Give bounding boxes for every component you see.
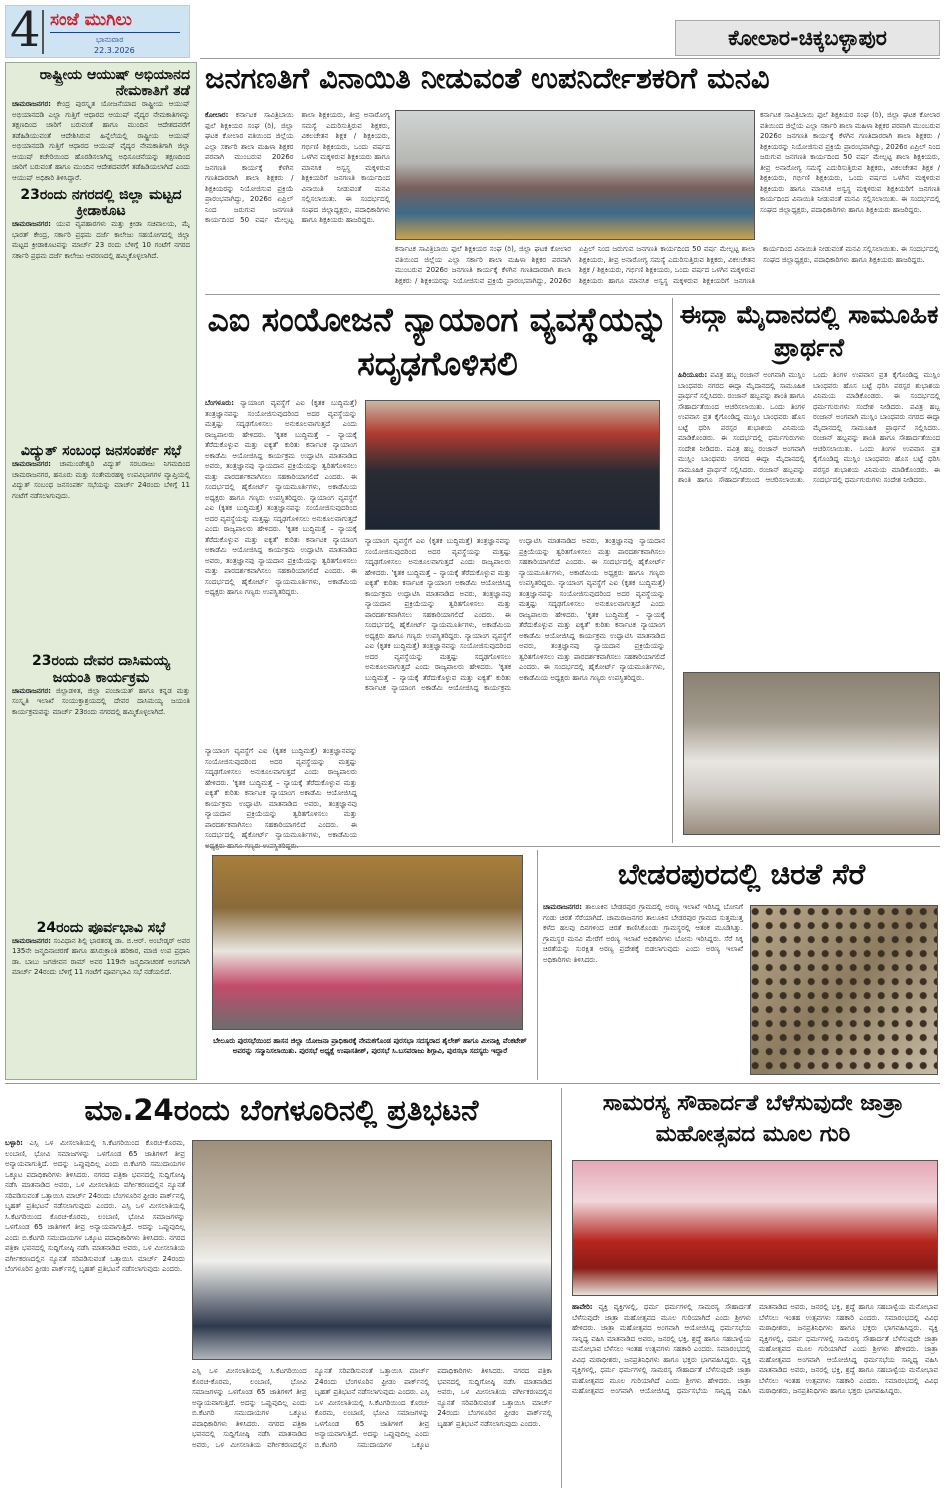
story-body bbox=[5, 1138, 185, 1486]
photo-prayer-crowd bbox=[683, 672, 940, 835]
headline: ರಾಷ್ಟ್ರೀಯ ಆಯುಷ್ ಅಭಿಯಾನದ ನೇಮಕಾತಿಗೆ ತಡೆ bbox=[39, 67, 190, 100]
story-body-columns bbox=[192, 1366, 552, 1486]
story-body bbox=[12, 936, 190, 978]
story-body bbox=[205, 110, 390, 290]
body-text: ಚಾಮುಂಡೇಶ್ವರಿ ವಿದ್ಯುತ್ ಸರಬರಾಜು ನಿಗಮದಿಂದ ಚಾಮರಾಜನಗರ, ಹನೂರು ಮತ್ತು ಸಂತೇಮರಹಳ್ಳಿ ಉಪವಿಭಾಗಗಳ ವ್ಯಾಪ್ತಿಯಲ್ಲಿ ವಿದ್ಯುತ್ ಸಂಬಂಧ ಜನಸಂಪರ್ಕ ಸಭೆಯನ್ನು ಮಾರ್ಚ್ 24ರಂದು ಬೆಳಿಗ್ಗೆ 11 ಗಂಟೆಗೆ ನಡೆಸಲಾಗುವುದು. bbox=[12, 460, 190, 500]
headline: ಸಾಮರಸ್ಯ ಸೌಹಾರ್ದತೆ ಬೆಳೆಸುವುದೇ ಜಾತ್ರಾ ಮಹೋತ್ಸವದ ಮೂಲ ಗುರಿ bbox=[602, 1091, 904, 1147]
dateline: ಬಳ್ಳಾರಿ: bbox=[5, 1139, 23, 1147]
sidebar-story bbox=[12, 443, 190, 649]
sidebar bbox=[5, 62, 197, 1080]
section-label bbox=[675, 20, 940, 56]
story-body bbox=[12, 459, 190, 649]
body-text: ನ್ಯಾಯಾಂಗ ವ್ಯವಸ್ಥೆಗೆ ಎಐ (ಕೃತಕ ಬುದ್ಧಿಮತ್ತೆ) ತಂತ್ರಜ್ಞಾನವನ್ನು ಸಂಯೋಜಿಸುವುದರಿಂದ ಅದರ ವ್ಯವಸ್ಥೆಯನ್ನು ಮತ್ತಷ್ಟು ಸದೃಢಗೊಳಿಸಲು ಅನುಕೂಲವಾಗುತ್ತದೆ ಎಂದು ರಾಜ್ಯಪಾಲರು ಹೇಳಿದರು. 'ಕೃತಕ ಬುದ್ಧಿಮತ್ತೆ – ನ್ಯಾಯಕ್ಕೆ ತೆರೆದುಕೊಳ್ಳುವ ಮತ್ತು ಐಕ್ಯತೆ' ಕುರಿತು ಕರ್ನಾಟಕ ನ್ಯಾಯಾಂಗ ಅಕಾಡೆಮಿ ಆಯೋಜಿಸಿದ್ದ ಕಾರ್ಯಕ್ರಮ ಉದ್ಘಾಟಿಸಿ ಮಾತನಾಡಿದ ಅವರು, ತಂತ್ರಜ್ಞಾನವು ನ್ಯಾಯದಾನ ಪ್ರಕ್ರಿಯೆಯನ್ನು ತ್ವರಿತಗೊಳಿಸಲು ಮತ್ತು ಪಾರದರ್ಶಕವಾಗಿಸಲು ಸಹಕಾರಿಯಾಗಲಿದೆ ಎಂದರು. ಈ ಸಂದರ್ಭದಲ್ಲಿ ಹೈಕೋರ್ಟ್ ನ್ಯಾಯಮೂರ್ತಿಗಳು, ಅಕಾಡೆಮಿಯ ಅಧ್ಯಕ್ಷರು ಹಾಗೂ ಗಣ್ಯರು ಉಪಸ್ಥಿತರಿದ್ದರು. bbox=[365, 537, 665, 692]
story-body bbox=[12, 219, 190, 439]
dateline: ಚಾಮರಾಜನಗರ: bbox=[12, 220, 51, 229]
story-body bbox=[205, 398, 357, 743]
body-text: ಸಂವಿಧಾನ ಶಿಲ್ಪಿ ಭಾರತರತ್ನ ಡಾ. ಬಿ.ಆರ್. ಅಂಬೇಡ್ಕರ್ ಅವರ 135ನೇ ಜನ್ಮದಿನಾಚರಣೆ ಹಾಗೂ ಹಸಿರುಕ್ರಾಂತಿ ಹರಿಕಾರ, ಮಾಜಿ ಉಪ ಪ್ರಧಾನಿ ಡಾ. ಬಾಬು ಜಗಜೀವನ ರಾಮ್ ಅವರ 119ನೇ ಜನ್ಮದಿನಾಚರಣೆ ಅಂಗವಾಗಿ ಮಾರ್ಚ್ 24ರಂದು ಬೆಳಿಗ್ಗೆ 11 ಗಂಟೆಗೆ ಪೂರ್ವಭಾವಿ ಸಭೆ ನಡೆಯಲಿದೆ. bbox=[12, 936, 190, 977]
dateline: ಚಾಮರಾಜನಗರ: bbox=[543, 903, 582, 911]
photo-press-meet bbox=[192, 1140, 552, 1360]
story-body bbox=[678, 370, 940, 670]
body-text: ವ್ಯಕ್ತಿ ವ್ಯಕ್ತಿಗಳಲ್ಲಿ, ಧರ್ಮ ಧರ್ಮಗಳಲ್ಲಿ ಸಾಮರಸ್ಯ ಸೌಹಾರ್ದತೆ ಬೆಳೆಸುವುದೇ ಜಾತ್ರಾ ಮಹೋತ್ಸವದ ಮೂಲ ಗುರಿಯಾಗಿದೆ ಎಂದು ಶ್ರೀಗಳು ಹೇಳಿದರು. ಜಾತ್ರಾ ಮಹೋತ್ಸವದ ಅಂಗವಾಗಿ ಆಯೋಜಿಸಿದ್ದ ಧರ್ಮಸಭೆಯ ಸಾನ್ನಿಧ್ಯ ವಹಿಸಿ ಮಾತನಾಡಿದ ಅವರು, ಜನರಲ್ಲಿ ಭಕ್ತಿ, ಶ್ರದ್ಧೆ ಹಾಗೂ ಸಹಬಾಳ್ವೆಯ ಮನೋಭಾವ ಬೆಳೆಸಲು ಇಂತಹ ಉತ್ಸವಗಳು ಸಹಕಾರಿ ಎಂದರು. ಸಮಾರಂಭದಲ್ಲಿ ವಿವಿಧ ಮಠಾಧೀಶರು, ಜನಪ್ರತಿನಿಧಿಗಳು ಹಾಗೂ ಭಕ್ತರು ಭಾಗವಹಿಸಿದ್ದರು. bbox=[759, 1324, 938, 1395]
body-text: ಪವಿತ್ರ ಹಬ್ಬ ರಂಜಾನ್ ಅಂಗವಾಗಿ ಮುಸ್ಲಿಂ ಬಾಂಧವರು ನಗರದ ಈದ್ಗಾ ಮೈದಾನದಲ್ಲಿ ಸಾಮೂಹಿಕ ಪ್ರಾರ್ಥನೆ ಸಲ್ಲಿಸಿದರು. ರಂಜಾನ್ ಹಬ್ಬವನ್ನು ಶಾಂತಿ ಹಾಗೂ ಸೌಹಾರ್ದತೆಯಿಂದ ಆಚರಿಸಲಾಯಿತು. ಒಂದು ತಿಂಗಳ ಉಪವಾಸ ವ್ರತ ಕೈಗೊಂಡಿದ್ದ ಮುಸ್ಲಿಂ ಬಾಂಧವರು ಹೊಸ ಬಟ್ಟೆ ಧರಿಸಿ ಪರಸ್ಪರ ಶುಭಾಶಯ ವಿನಿಮಯ ಮಾಡಿಕೊಂಡರು. ಈ ಸಂದರ್ಭದಲ್ಲಿ ಧರ್ಮಗುರುಗಳು ಸಂದೇಶ ನೀಡಿದರು. bbox=[678, 371, 940, 484]
body-text: ಎಸ್ಸಿ ಒಳ ಮೀಸಲಾತಿಯಲ್ಲಿ ಸಿ.ಕೆಟಗರಿಯಿಂದ ಕೊರಚ-ಕೊರಮ, ಲಂಬಾಣಿ, ಭೋವಿ ಸಮಾಜಗಳನ್ನು ಒಳಗೊಂಡ 65 ಜಾತಿಗಳಿಗೆ ತೀವ್ರ ಅನ್ಯಾಯವಾಗುತ್ತಿದೆ. ಅದನ್ನು ಒಪ್ಪುವುದಿಲ್ಲ ಎಂದು ಬಿ.ಕೆಟಗರಿ ಸಮುದಾಯಗಳ ಒಕ್ಕೂಟ ಪದಾಧಿಕಾರಿಗಳು ತಿಳಿಸಿದರು. ನಗರದ ಪತ್ರಿಕಾ ಭವನದಲ್ಲಿ ಸುದ್ದಿಗೋಷ್ಠಿ ನಡೆಸಿ ಮಾತನಾಡಿದ ಅವರು, ಒಳ ಮೀಸಲಾತಿಯ ವರ್ಗೀಕರಣದಲ್ಲಿನ ನ್ಯೂನತೆ ಸರಿಪಡಿಸುವಂತೆ ಒತ್ತಾಯಿಸಿ ಮಾರ್ಚ್ 24ರಂದು ಬೆಂಗಳೂರಿನ ಫ್ರೀಡಂ ಪಾರ್ಕ್‌ನಲ್ಲಿ ಬೃಹತ್ ಪ್ರತಿಭಟನೆ ನಡೆಸಲಾಗುವುದು ಎಂದರು. bbox=[5, 1202, 185, 1273]
photo-felicitation bbox=[212, 855, 523, 1030]
headline: ಎಐ ಸಂಯೋಜನೆ ನ್ಯಾಯಾಂಗ ವ್ಯವಸ್ಥೆಯನ್ನು ಸದೃಢಗೊಳಿಸಲಿ bbox=[207, 300, 668, 383]
body-text: ಕರ್ನಾಟಕ ಸಾವಿತ್ರಿಬಾಯಿ ಫುಲೆ ಶಿಕ್ಷಕಿಯರ ಸಂಘ (ರಿ), ಜಿಲ್ಲಾ ಘಟಕ ಕೋಲಾರ ವತಿಯಿಂದ ಜಿಲ್ಲೆಯ ಎಲ್ಲಾ ಸರ್ಕಾರಿ ಶಾಲಾ ಮಹಿಳಾ ಶಿಕ್ಷಕರ ಪರವಾಗಿ ಮುಂಬರುವ 2026ರ ಜನಗಣತಿ ಕಾರ್ಯಕ್ಕೆ ಕೆಳಗಿನ ಗಣತಿದಾರರಾಗಿ ಶಾಲಾ ಶಿಕ್ಷಕರು / ಶಿಕ್ಷಕಿಯರನ್ನು ನಿಯೋಜಿಸುವ ಪ್ರಕ್ರಿಯೆ ಪ್ರಾರಂಭವಾಗಿದ್ದು, 2026ರ ಏಪ್ರಿಲ್ ನಿಂದ ಜರುಗುವ ಜನಗಣತಿ ಕಾರ್ಯದಿಂದ 50 ವರ್ಷ ಮೇಲ್ಪಟ್ಟ ಶಾಲಾ ಶಿಕ್ಷಕಿಯರು, ತೀವ್ರ ಅನಾರೋಗ್ಯ ಸಮಸ್ಯೆ ಎದುರಿಸುತ್ತಿರುವ ಶಿಕ್ಷಕರು, ವಿಕಲಚೇತನ ಶಿಕ್ಷಕ / ಶಿಕ್ಷಕಿಯರು, ಗರ್ಭಿಣಿ ಶಿಕ್ಷಕಿಯರು, ಒಂದು ವರ್ಷದ ಒಳಗಿನ ಮಕ್ಕಳಿರುವ ಶಿಕ್ಷಕಿಯರು ಹಾಗೂ ಮಾನಸಿಕ ಅಸ್ವಸ್ಥ ಮಕ್ಕಳಿರುವ ಶಿಕ್ಷಕಿಯರಿಗೆ ಜನಗಣತಿ ಕಾರ್ಯದಿಂದ ವಿನಾಯಿತಿ ನೀಡುವಂತೆ ಮನವಿ ಸಲ್ಲಿಸಲಾಯಿತು. ಈ ಸಂದರ್ಭದಲ್ಲಿ ಸಂಘದ ಜಿಲ್ಲಾಧ್ಯಕ್ಷರು, ಪದಾಧಿಕಾರಿಗಳು ಹಾಗೂ ಶಿಕ್ಷಕಿಯರು ಹಾಜರಿದ್ದರು. bbox=[395, 245, 939, 285]
body-text: ನ್ಯಾಯಾಂಗ ವ್ಯವಸ್ಥೆಗೆ ಎಐ (ಕೃತಕ ಬುದ್ಧಿಮತ್ತೆ) ತಂತ್ರಜ್ಞಾನವನ್ನು ಸಂಯೋಜಿಸುವುದರಿಂದ ಅದರ ವ್ಯವಸ್ಥೆಯನ್ನು ಮತ್ತಷ್ಟು ಸದೃಢಗೊಳಿಸಲು ಅನುಕೂಲವಾಗುತ್ತದೆ ಎಂದು ರಾಜ್ಯಪಾಲರು ಹೇಳಿದರು. 'ಕೃತಕ ಬುದ್ಧಿಮತ್ತೆ – ನ್ಯಾಯಕ್ಕೆ ತೆರೆದುಕೊಳ್ಳುವ ಮತ್ತು ಐಕ್ಯತೆ' ಕುರಿತು ಕರ್ನಾಟಕ ನ್ಯಾಯಾಂಗ ಅಕಾಡೆಮಿ ಆಯೋಜಿಸಿದ್ದ ಕಾರ್ಯಕ್ರಮ ಉದ್ಘಾಟಿಸಿ ಮಾತನಾಡಿದ ಅವರು, ತಂತ್ರಜ್ಞಾನವು ನ್ಯಾಯದಾನ ಪ್ರಕ್ರಿಯೆಯನ್ನು ತ್ವರಿತಗೊಳಿಸಲು ಮತ್ತು ಪಾರದರ್ಶಕವಾಗಿಸಲು ಸಹಕಾರಿಯಾಗಲಿದೆ ಎಂದರು. ಈ ಸಂದರ್ಭದಲ್ಲಿ ಹೈಕೋರ್ಟ್ ನ್ಯಾಯಮೂರ್ತಿಗಳು, ಅಕಾಡೆಮಿಯ ಅಧ್ಯಕ್ಷರು ಹಾಗೂ ಗಣ್ಯರು ಉಪಸ್ಥಿತರಿದ್ದರು. bbox=[205, 399, 357, 502]
body-text: ನ್ಯಾಯಾಂಗ ವ್ಯವಸ್ಥೆಗೆ ಎಐ (ಕೃತಕ ಬುದ್ಧಿಮತ್ತೆ) ತಂತ್ರಜ್ಞಾನವನ್ನು ಸಂಯೋಜಿಸುವುದರಿಂದ ಅದರ ವ್ಯವಸ್ಥೆಯನ್ನು ಮತ್ತಷ್ಟು ಸದೃಢಗೊಳಿಸಲು ಅನುಕೂಲವಾಗುತ್ತದೆ ಎಂದು ರಾಜ್ಯಪಾಲರು ಹೇಳಿದರು. 'ಕೃತಕ ಬುದ್ಧಿಮತ್ತೆ – ನ್ಯಾಯಕ್ಕೆ ತೆರೆದುಕೊಳ್ಳುವ ಮತ್ತು ಐಕ್ಯತೆ' ಕುರಿತು ಕರ್ನಾಟಕ ನ್ಯಾಯಾಂಗ ಅಕಾಡೆಮಿ ಆಯೋಜಿಸಿದ್ದ ಕಾರ್ಯಕ್ರಮ ಉದ್ಘಾಟಿಸಿ ಮಾತನಾಡಿದ ಅವರು, ತಂತ್ರಜ್ಞಾನವು ನ್ಯಾಯದಾನ ಪ್ರಕ್ರಿಯೆಯನ್ನು ತ್ವರಿತಗೊಳಿಸಲು ಮತ್ತು ಪಾರದರ್ಶಕವಾಗಿಸಲು ಸಹಕಾರಿಯಾಗಲಿದೆ ಎಂದರು. ಈ ಸಂದರ್ಭದಲ್ಲಿ ಹೈಕೋರ್ಟ್ ನ್ಯಾಯಮೂರ್ತಿಗಳು, ಅಕಾಡೆಮಿಯ ಅಧ್ಯಕ್ಷರು ಹಾಗೂ ಗಣ್ಯರು ಉಪಸ್ಥಿತರಿದ್ದರು. bbox=[205, 493, 357, 596]
headline: ಮಾ.24ರಂದು ಬೆಂಗಳೂರಿನಲ್ಲಿ ಪ್ರತಿಭಟನೆ bbox=[84, 1093, 479, 1127]
section-title: ಕೋಲಾರ-ಚಿಕ್ಕಬಳ್ಳಾಪುರ bbox=[728, 26, 887, 50]
body-text: ಕರ್ನಾಟಕ ಸಾವಿತ್ರಿಬಾಯಿ ಫುಲೆ ಶಿಕ್ಷಕಿಯರ ಸಂಘ (ರಿ), ಜಿಲ್ಲಾ ಘಟಕ ಕೋಲಾರ ವತಿಯಿಂದ ಜಿಲ್ಲೆಯ ಎಲ್ಲಾ ಸರ್ಕಾರಿ ಶಾಲಾ ಮಹಿಳಾ ಶಿಕ್ಷಕರ ಪರವಾಗಿ ಮುಂಬರುವ 2026ರ ಜನಗಣತಿ ಕಾರ್ಯಕ್ಕೆ ಕೆಳಗಿನ ಗಣತಿದಾರರಾಗಿ ಶಾಲಾ ಶಿಕ್ಷಕರು / ಶಿಕ್ಷಕಿಯರನ್ನು ನಿಯೋಜಿಸುವ ಪ್ರಕ್ರಿಯೆ ಪ್ರಾರಂಭವಾಗಿದ್ದು, 2026ರ ಏಪ್ರಿಲ್ ನಿಂದ ಜರುಗುವ ಜನಗಣತಿ ಕಾರ್ಯದಿಂದ 50 ವರ್ಷ ಮೇಲ್ಪಟ್ಟ ಶಾಲಾ ಶಿಕ್ಷಕಿಯರು, ತೀವ್ರ ಅನಾರೋಗ್ಯ ಸಮಸ್ಯೆ ಎದುರಿಸುತ್ತಿರುವ ಶಿಕ್ಷಕರು, ವಿಕಲಚೇತನ ಶಿಕ್ಷಕ / ಶಿಕ್ಷಕಿಯರು, ಗರ್ಭಿಣಿ ಶಿಕ್ಷಕಿಯರು, ಒಂದು ವರ್ಷದ ಒಳಗಿನ ಮಕ್ಕಳಿರುವ ಶಿಕ್ಷಕಿಯರು ಹಾಗೂ ಮಾನಸಿಕ ಅಸ್ವಸ್ಥ ಮಕ್ಕಳಿರುವ ಶಿಕ್ಷಕಿಯರಿಗೆ ಜನಗಣತಿ ಕಾರ್ಯದಿಂದ ವಿನಾಯಿತಿ ನೀಡುವಂತೆ ಮನವಿ ಸಲ್ಲಿಸಲಾಯಿತು. ಈ ಸಂದರ್ಭದಲ್ಲಿ ಸಂಘದ ಜಿಲ್ಲಾಧ್ಯಕ್ಷರು, ಪದಾಧಿಕಾರಿಗಳು ಹಾಗೂ ಶಿಕ್ಷಕಿಯರು ಹಾಜರಿದ್ದರು. bbox=[205, 111, 390, 224]
story-body bbox=[12, 686, 190, 916]
photo-story-felicitation bbox=[205, 850, 535, 1080]
dateline: ಹಾವೇರಿ: bbox=[572, 1303, 593, 1311]
body-text: ಪವಿತ್ರ ಹಬ್ಬ ರಂಜಾನ್ ಅಂಗವಾಗಿ ಮುಸ್ಲಿಂ ಬಾಂಧವರು ನಗರದ ಈದ್ಗಾ ಮೈದಾನದಲ್ಲಿ ಸಾಮೂಹಿಕ ಪ್ರಾರ್ಥನೆ ಸಲ್ಲಿಸಿದರು. ರಂಜಾನ್ ಹಬ್ಬವನ್ನು ಶಾಂತಿ ಹಾಗೂ ಸೌಹಾರ್ದತೆಯಿಂದ ಆಚರಿಸಲಾಯಿತು. ಒಂದು ತಿಂಗಳ ಉಪವಾಸ ವ್ರತ ಕೈಗೊಂಡಿದ್ದ ಮುಸ್ಲಿಂ ಬಾಂಧವರು ಹೊಸ ಬಟ್ಟೆ ಧರಿಸಿ ಪರಸ್ಪರ ಶುಭಾಶಯ ವಿನಿಮಯ ಮಾಡಿಕೊಂಡರು. ಈ ಸಂದರ್ಭದಲ್ಲಿ ಧರ್ಮಗುರುಗಳು ಸಂದೇಶ ನೀಡಿದರು. bbox=[813, 402, 940, 484]
body-text: ಕೇಂದ್ರ ಪುರಸ್ಕೃತ ಯೋಜನೆಯಾದ ರಾಷ್ಟ್ರೀಯ ಆಯುಷ್ ಅಭಿಯಾನದಡಿ ಎಲ್ಲಾ ಗುತ್ತಿಗೆ ಆಧಾರದ ಆಯುಷ್ ವೈದ್ಯರ ನೇಮಕಾತಿಗಳನ್ನು ತಕ್ಷಣದಿಂದ ಜಾರಿಗೆ ಬರುವಂತೆ ಹಾಗೂ ಮುಂದಿನ ಆದೇಶದವರೆಗೆ ತಡೆಹಿಡಿಯುವಂತೆ ಆದೇಶಿಸಿರುವ ಹಿನ್ನೆಲೆಯಲ್ಲಿ ರಾಷ್ಟ್ರೀಯ ಆಯುಷ್ ಅಭಿಯಾನದಡಿ ಗುತ್ತಿಗೆ ಆಧಾರದ ಆಯುಷ್ ವೈದ್ಯರ ನೇಮಕಾತಿಗಾಗಿ ಜಿಲ್ಲಾ ಆಯುಷ್ ಕಚೇರಿಯಿಂದ ಹೊರಡಿಸಲಾಗಿದ್ದ ಅಧಿಸೂಚನೆಯನ್ನು ತಕ್ಷಣದಿಂದ ಜಾರಿಗೆ ಬರುವಂತೆ ಹಾಗೂ ಮುಂದಿನ ಆದೇಶದವರೆಗೆ ತಡೆಹಿಡಿಯಲಾಗಿದೆ ಎಂದು ಆಯುಷ್ ಅಧಿಕಾರಿ ತಿಳಿಸಿದ್ದಾರೆ. bbox=[12, 100, 190, 182]
photo-dignitaries bbox=[365, 400, 660, 530]
dateline: ಕೋಲಾರ: bbox=[205, 111, 229, 119]
story-body-columns bbox=[365, 536, 665, 841]
page-number: 4 bbox=[10, 2, 41, 58]
story-census bbox=[205, 62, 940, 292]
body-text: ನ್ಯಾಯಾಂಗ ವ್ಯವಸ್ಥೆಗೆ ಎಐ (ಕೃತಕ ಬುದ್ಧಿಮತ್ತೆ) ತಂತ್ರಜ್ಞಾನವನ್ನು ಸಂಯೋಜಿಸುವುದರಿಂದ ಅದರ ವ್ಯವಸ್ಥೆಯನ್ನು ಮತ್ತಷ್ಟು ಸದೃಢಗೊಳಿಸಲು ಅನುಕೂಲವಾಗುತ್ತದೆ ಎಂದು ರಾಜ್ಯಪಾಲರು ಹೇಳಿದರು. 'ಕೃತಕ ಬುದ್ಧಿಮತ್ತೆ – ನ್ಯಾಯಕ್ಕೆ ತೆರೆದುಕೊಳ್ಳುವ ಮತ್ತು ಐಕ್ಯತೆ' ಕುರಿತು ಕರ್ನಾಟಕ ನ್ಯಾಯಾಂಗ ಅಕಾಡೆಮಿ ಆಯೋಜಿಸಿದ್ದ ಕಾರ್ಯಕ್ರಮ ಉದ್ಘಾಟಿಸಿ ಮಾತನಾಡಿದ ಅವರು, ತಂತ್ರಜ್ಞಾನವು ನ್ಯಾಯದಾನ ಪ್ರಕ್ರಿಯೆಯನ್ನು ತ್ವರಿತಗೊಳಿಸಲು ಮತ್ತು ಪಾರದರ್ಶಕವಾಗಿಸಲು ಸಹಕಾರಿಯಾಗಲಿದೆ ಎಂದರು. ಈ ಸಂದರ್ಭದಲ್ಲಿ ಹೈಕೋರ್ಟ್ ನ್ಯಾಯಮೂರ್ತಿಗಳು, ಅಕಾಡೆಮಿಯ ಅಧ್ಯಕ್ಷರು ಹಾಗೂ ಗಣ್ಯರು ಉಪಸ್ಥಿತರಿದ್ದರು. bbox=[365, 537, 511, 640]
story-body-lower bbox=[395, 244, 939, 290]
sidebar-story bbox=[12, 67, 190, 183]
headline: ವಿದ್ಯುತ್ ಸಂಬಂಧ ಜನಸಂಪರ್ಕ ಸಭೆ bbox=[20, 443, 182, 460]
story-body bbox=[543, 902, 743, 1078]
story-protest bbox=[5, 1088, 558, 1488]
dateline: ಚಾಮರಾಜನಗರ: bbox=[12, 686, 51, 695]
body-text: ಜಿಲ್ಲಾಡಳಿತ, ಜಿಲ್ಲಾ ಪಂಚಾಯತ್ ಹಾಗೂ ಕನ್ನಡ ಮತ್ತು ಸಂಸ್ಕೃತಿ ಇಲಾಖೆ ಸಂಯುಕ್ತಾಶ್ರಯದಲ್ಲಿ ದೇವರ ದಾಸಿಮಯ್ಯ ಜಯಂತಿ ಕಾರ್ಯಕ್ರಮವನ್ನು ಮಾರ್ಚ್ 23ರಂದು ನಗರದಲ್ಲಿ ಹಮ್ಮಿಕೊಳ್ಳಲಾಗಿದೆ. bbox=[12, 686, 190, 716]
issue-date: 22.3.2026 bbox=[94, 46, 135, 55]
masthead bbox=[5, 2, 190, 58]
headline: 23ರಂದು ನಗರದಲ್ಲಿ ಜಿಲ್ಲಾ ಮಟ್ಟದ ಕ್ರೀಡಾಕೂಟ bbox=[20, 187, 182, 220]
photo-delegation bbox=[395, 110, 755, 240]
story-ai-judiciary bbox=[205, 298, 670, 843]
sidebar-story bbox=[12, 920, 190, 978]
photo-religious-event bbox=[572, 1160, 938, 1296]
sidebar-story bbox=[12, 653, 190, 915]
dateline: ಹಿರಿಯೂರು: bbox=[678, 371, 708, 379]
story-body bbox=[572, 1302, 938, 1486]
body-text: ಎಸ್ಸಿ ಒಳ ಮೀಸಲಾತಿಯಲ್ಲಿ ಸಿ.ಕೆಟಗರಿಯಿಂದ ಕೊರಚ-ಕೊರಮ, ಲಂಬಾಣಿ, ಭೋವಿ ಸಮಾಜಗಳನ್ನು ಒಳಗೊಂಡ 65 ಜಾತಿಗಳಿಗೆ ತೀವ್ರ ಅನ್ಯಾಯವಾಗುತ್ತಿದೆ. ಅದನ್ನು ಒಪ್ಪುವುದಿಲ್ಲ ಎಂದು ಬಿ.ಕೆಟಗರಿ ಸಮುದಾಯಗಳ ಒಕ್ಕೂಟ ಪದಾಧಿಕಾರಿಗಳು ತಿಳಿಸಿದರು. ನಗರದ ಪತ್ರಿಕಾ ಭವನದಲ್ಲಿ ಸುದ್ದಿಗೋಷ್ಠಿ ನಡೆಸಿ ಮಾತನಾಡಿದ ಅವರು, ಒಳ ಮೀಸಲಾತಿಯ ವರ್ಗೀಕರಣದಲ್ಲಿನ ನ್ಯೂನತೆ ಸರಿಪಡಿಸುವಂತೆ ಒತ್ತಾಯಿಸಿ ಮಾರ್ಚ್ 24ರಂದು ಬೆಂಗಳೂರಿನ ಫ್ರೀಡಂ ಪಾರ್ಕ್‌ನಲ್ಲಿ ಬೃಹತ್ ಪ್ರತಿಭಟನೆ ನಡೆಸಲಾಗುವುದು ಎಂದರು. bbox=[192, 1367, 430, 1449]
story-leopard bbox=[543, 852, 940, 1080]
photo-leopard bbox=[750, 905, 938, 1075]
body-text: ಯುವ ವ್ಯವಹಾರಗಳು ಮತ್ತು ಕ್ರೀಡಾ ಸಚಿವಾಲಯ, ಮೈ ಭಾರತ್ ಕೇಂದ್ರ, ಸರ್ಕಾರಿ ಪ್ರಥಮ ದರ್ಜೆ ಕಾಲೇಜು ಸಹಯೋಗದಲ್ಲಿ ಜಿಲ್ಲಾ ಮಟ್ಟದ ಕ್ರೀಡಾಕೂಟವನ್ನು ಮಾರ್ಚ್ 23 ರಂದು ಬೆಳಿಗ್ಗೆ 10 ಗಂಟೆಗೆ ನಗರದ ಸರ್ಕಾರಿ ಪ್ರಥಮ ದರ್ಜೆ ಕಾಲೇಜು ಆವರಣದಲ್ಲಿ ಹಮ್ಮಿಕೊಳ್ಳಲಾಗಿದೆ. bbox=[12, 220, 190, 260]
body-text: ನ್ಯಾಯಾಂಗ ವ್ಯವಸ್ಥೆಗೆ ಎಐ (ಕೃತಕ ಬುದ್ಧಿಮತ್ತೆ) ತಂತ್ರಜ್ಞಾನವನ್ನು ಸಂಯೋಜಿಸುವುದರಿಂದ ಅದರ ವ್ಯವಸ್ಥೆಯನ್ನು ಮತ್ತಷ್ಟು ಸದೃಢಗೊಳಿಸಲು ಅನುಕೂಲವಾಗುತ್ತದೆ ಎಂದು ರಾಜ್ಯಪಾಲರು ಹೇಳಿದರು. 'ಕೃತಕ ಬುದ್ಧಿಮತ್ತೆ – ನ್ಯಾಯಕ್ಕೆ ತೆರೆದುಕೊಳ್ಳುವ ಮತ್ತು ಐಕ್ಯತೆ' ಕುರಿತು ಕರ್ನಾಟಕ ನ್ಯಾಯಾಂಗ ಅಕಾಡೆಮಿ ಆಯೋಜಿಸಿದ್ದ ಕಾರ್ಯಕ್ರಮ ಉದ್ಘಾಟಿಸಿ ಮಾತನಾಡಿದ ಅವರು, ತಂತ್ರಜ್ಞಾನವು ನ್ಯಾಯದಾನ ಪ್ರಕ್ರಿಯೆಯನ್ನು ತ್ವರಿತಗೊಳಿಸಲು ಮತ್ತು ಪಾರದರ್ಶಕವಾಗಿಸಲು ಸಹಕಾರಿಯಾಗಲಿದೆ ಎಂದರು. ಈ ಸಂದರ್ಭದಲ್ಲಿ ಹೈಕೋರ್ಟ್ ನ್ಯಾಯಮೂರ್ತಿಗಳು, ಅಕಾಡೆಮಿಯ bbox=[205, 747, 357, 839]
paper-name-logo: ಸಂಜೆ ಮುಗಿಲು bbox=[50, 10, 132, 30]
body-text: ವ್ಯಕ್ತಿ ವ್ಯಕ್ತಿಗಳಲ್ಲಿ, ಧರ್ಮ ಧರ್ಮಗಳಲ್ಲಿ ಸಾಮರಸ್ಯ ಸೌಹಾರ್ದತೆ ಬೆಳೆಸುವುದೇ ಜಾತ್ರಾ ಮಹೋತ್ಸವದ ಮೂಲ ಗುರಿಯಾಗಿದೆ ಎಂದು ಶ್ರೀಗಳು ಹೇಳಿದರು. ಜಾತ್ರಾ ಮಹೋತ್ಸವದ ಅಂಗವಾಗಿ ಆಯೋಜಿಸಿದ್ದ ಧರ್ಮಸಭೆಯ ಸಾನ್ನಿಧ್ಯ ವಹಿಸಿ ಮಾತನಾಡಿದ ಅವರು, ಜನರಲ್ಲಿ ಭಕ್ತಿ, ಶ್ರದ್ಧೆ ಹಾಗೂ ಸಹಬಾಳ್ವೆಯ ಮನೋಭಾವ ಬೆಳೆಸಲು ಇಂತಹ ಉತ್ಸವಗಳು ಸಹಕಾರಿ ಎಂದರು. ಸಮಾರಂಭದಲ್ಲಿ ವಿವಿಧ ಮಠಾಧೀಶರು, ಜನಪ್ರತಿನಿಧಿಗಳು ಹಾಗೂ ಭಕ್ತರು ಭಾಗವಹಿಸಿದ್ದರು. bbox=[572, 1303, 751, 1364]
headline: 24ರಂದು ಪೂರ್ವಭಾವಿ ಸಭೆ bbox=[36, 919, 166, 936]
body-text: ಕರ್ನಾಟಕ ಸಾವಿತ್ರಿಬಾಯಿ ಫುಲೆ ಶಿಕ್ಷಕಿಯರ ಸಂಘ (ರಿ), ಜಿಲ್ಲಾ ಘಟಕ ಕೋಲಾರ ವತಿಯಿಂದ ಜಿಲ್ಲೆಯ ಎಲ್ಲಾ ಸರ್ಕಾರಿ ಶಾಲಾ ಮಹಿಳಾ ಶಿಕ್ಷಕರ ಪರವಾಗಿ ಮುಂಬರುವ 2026ರ ಜನಗಣತಿ ಕಾರ್ಯಕ್ಕೆ ಕೆಳಗಿನ ಗಣತಿದಾರರಾಗಿ ಶಾಲಾ ಶಿಕ್ಷಕರು / ಶಿಕ್ಷಕಿಯರನ್ನು ನಿಯೋಜಿಸುವ ಪ್ರಕ್ರಿಯೆ ಪ್ರಾರಂಭವಾಗಿದ್ದು, 2026ರ ಏಪ್ರಿಲ್ ನಿಂದ ಜರುಗುವ ಜನಗಣತಿ ಕಾರ್ಯದಿಂದ 50 ವರ್ಷ ಮೇಲ್ಪಟ್ಟ ಶಾಲಾ ಶಿಕ್ಷಕಿಯರು, ತೀವ್ರ ಅನಾರೋಗ್ಯ ಸಮಸ್ಯೆ ಎದುರಿಸುತ್ತಿರುವ ಶಿಕ್ಷಕರು, ವಿಕಲಚೇತನ ಶಿಕ್ಷಕ / ಶಿಕ್ಷಕಿಯರು, ಗರ್ಭಿಣಿ ಶಿಕ್ಷಕಿಯರು, ಒಂದು ವರ್ಷದ ಒಳಗಿನ ಮಕ್ಕಳಿರುವ ಶಿಕ್ಷಕಿಯರು ಹಾಗೂ ಮಾನಸಿಕ ಅಸ್ವಸ್ಥ ಮಕ್ಕಳಿರುವ ಶಿಕ್ಷಕಿಯರಿಗೆ ಜನಗಣತಿ ಕಾರ್ಯದಿಂದ ವಿನಾಯಿತಿ ನೀಡುವಂತೆ ಮನವಿ ಸಲ್ಲಿಸಲಾಯಿತು. ಈ ಸಂದರ್ಭದಲ್ಲಿ ಸಂಘದ ಜಿಲ್ಲಾಧ್ಯಕ್ಷರು, ಪದಾಧಿಕಾರಿಗಳು ಹಾಗೂ ಶಿಕ್ಷಕಿಯರು ಹಾಜರಿದ್ದರು. bbox=[760, 111, 940, 214]
dateline: ಚಾಮರಾಜನಗರ: bbox=[12, 100, 51, 109]
body-text: ತಾಲೂಕಿನ ಬೇಡರಪುರ ಗ್ರಾಮದಲ್ಲಿ ಅರಣ್ಯ ಇಲಾಖೆ ಇರಿಸಿದ್ದ ಬೋನಿಗೆ ಗಂಡು ಚಿರತೆ ಸೆರೆಯಾಗಿದೆ. ಚಾಮರಾಜನಗರ ತಾಲೂಕಿನ ಬೇಡರಪುರ ಗ್ರಾಮದ ಸುತ್ತಮುತ್ತ ಕಳೆದ ಹಲವು ದಿನಗಳಿಂದ ಚಿರತೆ ಕಾಣಿಸಿಕೊಂಡು ಗ್ರಾಮಸ್ಥರಲ್ಲಿ ಆತಂಕ ಮೂಡಿಸಿತ್ತು. ಗ್ರಾಮಸ್ಥರ ಮನವಿ ಮೇರೆಗೆ ಅರಣ್ಯ ಇಲಾಖೆ ಅಧಿಕಾರಿಗಳು ಬೋನು ಇರಿಸಿದ್ದರು. ಸೆರೆ ಸಿಕ್ಕ ಚಿರತೆಯನ್ನು ಸುರಕ್ಷಿತ ಅರಣ್ಯ ಪ್ರದೇಶಕ್ಕೆ ಬಿಡಲಾಗುವುದು ಎಂದು ಅರಣ್ಯ ಇಲಾಖೆ ಅಧಿಕಾರಿಗಳು ತಿಳಿಸಿದರು. bbox=[543, 903, 743, 964]
dateline: ಬೆಂಗಳೂರು: bbox=[205, 399, 234, 407]
issue-day: ಭಾನುವಾರ bbox=[96, 35, 124, 44]
dateline: ಚಾಮರಾಜನಗರ: bbox=[12, 460, 51, 469]
headline: ಈದ್ಗಾ ಮೈದಾನದಲ್ಲಿ ಸಾಮೂಹಿಕ ಪ್ರಾರ್ಥನೆ bbox=[679, 300, 939, 362]
body-text: ನ್ಯಾಯಾಂಗ ವ್ಯವಸ್ಥೆಗೆ ಎಐ (ಕೃತಕ ಬುದ್ಧಿಮತ್ತೆ) ತಂತ್ರಜ್ಞಾನವನ್ನು ಸಂಯೋಜಿಸುವುದರಿಂದ ಅದರ ವ್ಯವಸ್ಥೆಯನ್ನು ಮತ್ತಷ್ಟು ಸದೃಢಗೊಳಿಸಲು ಅನುಕೂಲವಾಗುತ್ತದೆ ಎಂದು ರಾಜ್ಯಪಾಲರು ಹೇಳಿದರು. 'ಕೃತಕ ಬುದ್ಧಿಮತ್ತೆ – ನ್ಯಾಯಕ್ಕೆ ತೆರೆದುಕೊಳ್ಳುವ ಮತ್ತು ಐಕ್ಯತೆ' ಕುರಿತು ಕರ್ನಾಟಕ ನ್ಯಾಯಾಂಗ ಅಕಾಡೆಮಿ ಆಯೋಜಿಸಿದ್ದ ಕಾರ್ಯಕ್ರಮ ಉದ್ಘಾಟಿಸಿ ಮಾತನಾಡಿದ ಅವರು, ತಂತ್ರಜ್ಞಾನವು ನ್ಯಾಯದಾನ ಪ್ರಕ್ರಿಯೆಯನ್ನು ತ್ವರಿತಗೊಳಿಸಲು ಮತ್ತು ಪಾರದರ್ಶಕವಾಗಿಸಲು ಸಹಕಾರಿಯಾಗಲಿದೆ ಎಂದರು. ಈ ಸಂದರ್ಭದಲ್ಲಿ ಹೈಕೋರ್ಟ್ ನ್ಯಾಯಮೂರ್ತಿಗಳು, ಅಕಾಡೆಮಿಯ ಅಧ್ಯಕ್ಷರು ಹಾಗೂ ಗಣ್ಯರು ಉಪಸ್ಥಿತರಿದ್ದರು. bbox=[519, 579, 665, 682]
headline: 23ರಂದು ದೇವರ ದಾಸಿಮಯ್ಯ ಜಯಂತಿ ಕಾರ್ಯಕ್ರಮ bbox=[31, 653, 171, 686]
body-text: ಎಸ್ಸಿ ಒಳ ಮೀಸಲಾತಿಯಲ್ಲಿ ಸಿ.ಕೆಟಗರಿಯಿಂದ ಕೊರಚ-ಕೊರಮ, ಲಂಬಾಣಿ, ಭೋವಿ ಸಮಾಜಗಳನ್ನು ಒಳಗೊಂಡ 65 ಜಾತಿಗಳಿಗೆ ತೀವ್ರ ಅನ್ಯಾಯವಾಗುತ್ತಿದೆ. ಅದನ್ನು ಒಪ್ಪುವುದಿಲ್ಲ ಎಂದು ಬಿ.ಕೆಟಗರಿ ಸಮುದಾಯಗಳ ಒಕ್ಕೂಟ ಪದಾಧಿಕಾರಿಗಳು ತಿಳಿಸಿದರು. ನಗರದ ಪತ್ರಿಕಾ ಭವನದಲ್ಲಿ ಸುದ್ದಿಗೋಷ್ಠಿ ನಡೆಸಿ ಮಾತನಾಡಿದ ಅವರು, ಒಳ ಮೀಸಲಾತಿಯ ವರ್ಗೀಕರಣದಲ್ಲಿನ ನ್ಯೂನತೆ ಸರಿಪಡಿಸುವಂತೆ ಒತ್ತಾಯಿಸಿ ಮಾರ್ಚ್ 24ರಂದು ಬೆಂಗಳೂರಿನ ಫ್ರೀಡಂ ಪಾರ್ಕ್‌ನಲ್ಲಿ ಬೃಹತ್ ಪ್ರತಿಭಟನೆ ನಡೆಸಲಾಗುವುದು ಎಂದರು. bbox=[314, 1367, 552, 1449]
dateline: ಚಾಮರಾಜನಗರ: bbox=[12, 936, 51, 945]
story-fair bbox=[566, 1088, 940, 1488]
body-text: ಪವಿತ್ರ ಹಬ್ಬ ರಂಜಾನ್ ಅಂಗವಾಗಿ ಮುಸ್ಲಿಂ ಬಾಂಧವರು ನಗರದ ಈದ್ಗಾ ಮೈದಾನದಲ್ಲಿ ಸಾಮೂಹಿಕ ಪ್ರಾರ್ಥನೆ ಸಲ್ಲಿಸಿದರು. ರಂಜಾನ್ ಹಬ್ಬವನ್ನು ಶಾಂತಿ ಹಾಗೂ ಸೌಹಾರ್ದತೆಯಿಂದ ಆಚರಿಸಲಾಯಿತು. ಒಂದು ತಿಂಗಳ ಉಪವಾಸ ವ್ರತ ಕೈಗೊಂಡಿದ್ದ ಮುಸ್ಲಿಂ ಬಾಂಧವರು ಹೊಸ ಬಟ್ಟೆ ಧರಿಸಿ ಪರಸ್ಪರ ಶುಭಾಶಯ ವಿನಿಮಯ ಮಾಡಿಕೊಂಡರು. ಈ ಸಂದರ್ಭದಲ್ಲಿ ಧರ್ಮಗುರುಗಳು ಸಂದೇಶ ನೀಡಿದರು. bbox=[678, 371, 805, 453]
headline: ಜನಗಣತಿಗೆ ವಿನಾಯಿತಿ ನೀಡುವಂತೆ ಉಪನಿರ್ದೇಶಕರಿಗೆ ಮನವಿ bbox=[205, 61, 770, 95]
body-text: ಎಸ್ಸಿ ಒಳ ಮೀಸಲಾತಿಯಲ್ಲಿ ಸಿ.ಕೆಟಗರಿಯಿಂದ ಕೊರಚ-ಕೊರಮ, ಲಂಬಾಣಿ, ಭೋವಿ ಸಮಾಜಗಳನ್ನು ಒಳಗೊಂಡ 65 ಜಾತಿಗಳಿಗೆ ತೀವ್ರ ಅನ್ಯಾಯವಾಗುತ್ತಿದೆ. ಅದನ್ನು ಒಪ್ಪುವುದಿಲ್ಲ ಎಂದು ಬಿ.ಕೆಟಗರಿ ಸಮುದಾಯಗಳ ಒಕ್ಕೂಟ ಪದಾಧಿಕಾರಿಗಳು ತಿಳಿಸಿದರು. ನಗರದ ಪತ್ರಿಕಾ ಭವನದಲ್ಲಿ ಸುದ್ದಿಗೋಷ್ಠಿ ನಡೆಸಿ ಮಾತನಾಡಿದ ಅವರು, ಒಳ ಮೀಸಲಾತಿಯ ವರ್ಗೀಕರಣದಲ್ಲಿನ ನ್ಯೂನತೆ ಸರಿಪಡಿಸುವಂತೆ ಒತ್ತಾಯಿಸಿ ಮಾರ್ಚ್ 24ರಂದು ಬೆಂಗಳೂರಿನ ಫ್ರೀಡಂ ಪಾರ್ಕ್‌ನಲ್ಲಿ ಬೃಹತ್ ಪ್ರತಿಭಟನೆ ನಡೆಸಲಾಗುವುದು ಎಂದರು. bbox=[5, 1139, 185, 1210]
story-body bbox=[12, 99, 190, 183]
story-body-bottom bbox=[205, 746, 357, 841]
body-text: ವ್ಯಕ್ತಿ ವ್ಯಕ್ತಿಗಳಲ್ಲಿ, ಧರ್ಮ ಧರ್ಮಗಳಲ್ಲಿ ಸಾಮರಸ್ಯ ಸೌಹಾರ್ದತೆ ಬೆಳೆಸುವುದೇ ಜಾತ್ರಾ ಮಹೋತ್ಸವದ ಮೂಲ ಗುರಿಯಾಗಿದೆ ಎಂದು ಶ್ರೀಗಳು ಹೇಳಿದರು. ಜಾತ್ರಾ ಮಹೋತ್ಸವದ ಅಂಗವಾಗಿ ಆಯೋಜಿಸಿದ್ದ ಧರ್ಮಸಭೆಯ ಸಾನ್ನಿಧ್ಯ ವಹಿಸಿ ಮಾತನಾಡಿದ ಅವರು, ಜನರಲ್ಲಿ ಭಕ್ತಿ, ಶ್ರದ್ಧೆ ಹಾಗೂ ಸಹಬಾಳ್ವೆಯ ಮನೋಭಾವ ಬೆಳೆಸಲು ಇಂತಹ ಉತ್ಸವಗಳು ಸಹಕಾರಿ ಎಂದರು. ಸಮಾರಂಭದಲ್ಲಿ ವಿವಿಧ ಮಠಾಧೀಶರು, ಜನಪ್ರತಿನಿಧಿಗಳು ಹಾಗೂ ಭಕ್ತರು ಭಾಗವಹಿಸಿದ್ದರು. bbox=[572, 1303, 938, 1395]
story-eid-prayer bbox=[678, 298, 940, 843]
headline: ಬೇಡರಪುರದಲ್ಲಿ ಚಿರತೆ ಸೆರೆ bbox=[617, 857, 866, 891]
photo-caption: ಬೇಲೂರು ಪುರಸಭೆಯಿಂದ ಹಾಸನ ಜಿಲ್ಲಾ ಯೋಜನಾ ಪ್ರಾಧಿಕಾರಕ್ಕೆ ನೇಮಕಗೊಂಡ ಪುರಸಭಾ ಸದಸ್ಯರಾದ ಶೈಲೇಶ್ ಹಾಗೂ ಮೀನಾಕ್ಷಿ ವೆಂಕಟೇಶ್ ಅವರನ್ನು ಸನ್ಮಾನಿಸಲಾಯಿತು. ಪುರಸಭೆ ಅಧ್ಯಕ್ಷೆ ಉಷಾಸತೀಶ್, ಪುರಸಭೆ ಸಿ.ಬಸವರಾಜು ಶಿಗ್ಗಾವಿ, ಪುರಸಭಾ ಸದಸ್ಯರು ಇದ್ದಾರೆ bbox=[213, 1037, 527, 1055]
sidebar-story bbox=[12, 187, 190, 439]
